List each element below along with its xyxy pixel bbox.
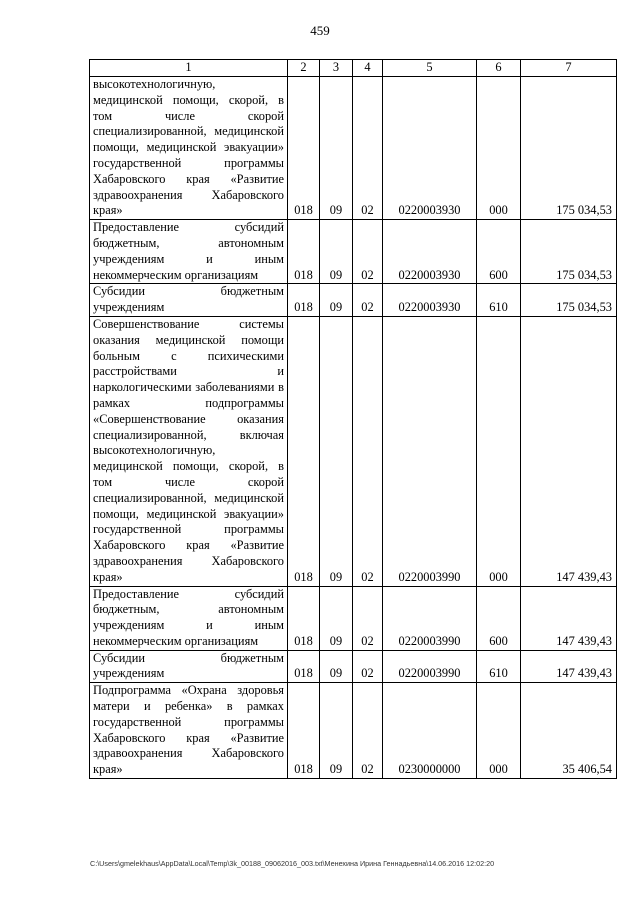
ministry-code-cell: 018 <box>288 683 320 779</box>
column-header: 5 <box>383 60 477 77</box>
table-row <box>90 586 617 650</box>
amount-cell: 175 034,53 <box>521 220 617 284</box>
expense-type-cell: 000 <box>477 316 521 586</box>
amount-cell: 175 034,53 <box>521 77 617 220</box>
expense-type-cell: 600 <box>477 586 521 650</box>
target-article-cell: 0220003930 <box>383 77 477 220</box>
column-header: 2 <box>288 60 320 77</box>
table-row <box>90 220 617 284</box>
table-row <box>90 284 617 317</box>
table-row <box>90 316 617 586</box>
section-code-cell: 09 <box>320 683 353 779</box>
section-code-cell: 09 <box>320 586 353 650</box>
section-code-cell: 09 <box>320 316 353 586</box>
ministry-code-cell: 018 <box>288 316 320 586</box>
expense-type-cell: 610 <box>477 650 521 683</box>
section-code-cell: 09 <box>320 77 353 220</box>
row-name-cell: Совершенствование системы оказания медицинской помощи больным с психическими расстройствами и наркологическими заболеваниями в рамках подпрограммы «Совершенствование оказания специализированной, включая высокотехнологичную, медицинской помощи, скорой, в том числе скорой специализированной, медицинской помощи, медицинской эвакуации» государственной программы Хабаровского края «Развитие здравоохранения Хабаровского края» <box>90 316 288 586</box>
column-header: 4 <box>353 60 383 77</box>
table-row <box>90 650 617 683</box>
budget-table <box>89 59 617 779</box>
table-row <box>90 683 617 779</box>
amount-cell: 147 439,43 <box>521 586 617 650</box>
page-number: 459 <box>310 23 330 38</box>
ministry-code-cell: 018 <box>288 220 320 284</box>
target-article-cell: 0220003990 <box>383 316 477 586</box>
section-code-cell: 09 <box>320 650 353 683</box>
row-name-cell: высокотехнологичную, медицинской помощи, скорой, в том числе скорой специализированной, медицинской помощи, медицинской эвакуации» государственной программы Хабаровского края «Развитие здравоохранения Хабаровского края» <box>90 77 288 220</box>
amount-cell: 147 439,43 <box>521 650 617 683</box>
table-row <box>90 77 617 220</box>
subsection-code-cell: 02 <box>353 284 383 317</box>
table-header-row <box>90 60 617 77</box>
target-article-cell: 0230000000 <box>383 683 477 779</box>
expense-type-cell: 000 <box>477 77 521 220</box>
subsection-code-cell: 02 <box>353 220 383 284</box>
amount-cell: 147 439,43 <box>521 316 617 586</box>
amount-cell: 35 406,54 <box>521 683 617 779</box>
subsection-code-cell: 02 <box>353 586 383 650</box>
subsection-code-cell: 02 <box>353 650 383 683</box>
column-header: 7 <box>521 60 617 77</box>
subsection-code-cell: 02 <box>353 77 383 220</box>
expense-type-cell: 000 <box>477 683 521 779</box>
ministry-code-cell: 018 <box>288 650 320 683</box>
target-article-cell: 0220003930 <box>383 220 477 284</box>
expense-type-cell: 600 <box>477 220 521 284</box>
ministry-code-cell: 018 <box>288 284 320 317</box>
ministry-code-cell: 018 <box>288 77 320 220</box>
file-path-footer: C:\Users\gmelekhaus\AppData\Local\Temp\3k_00188_09062016_003.txt\Менехина Ирина Геннадьевна\14.06.2016 12:02:20 <box>90 859 495 868</box>
target-article-cell: 0220003990 <box>383 650 477 683</box>
row-name-cell: Предоставление субсидий бюджетным, автономным учреждениям и иным некоммерческим организациям <box>90 220 288 284</box>
row-name-cell: Субсидии бюджетным учреждениям <box>90 650 288 683</box>
column-header: 3 <box>320 60 353 77</box>
subsection-code-cell: 02 <box>353 683 383 779</box>
expense-type-cell: 610 <box>477 284 521 317</box>
column-header: 1 <box>90 60 288 77</box>
target-article-cell: 0220003990 <box>383 586 477 650</box>
ministry-code-cell: 018 <box>288 586 320 650</box>
section-code-cell: 09 <box>320 220 353 284</box>
row-name-cell: Подпрограмма «Охрана здоровья матери и ребенка» в рамках государственной программы Хабаровского края «Развитие здравоохранения Хабаровского края» <box>90 683 288 779</box>
amount-cell: 175 034,53 <box>521 284 617 317</box>
target-article-cell: 0220003930 <box>383 284 477 317</box>
subsection-code-cell: 02 <box>353 316 383 586</box>
row-name-cell: Субсидии бюджетным учреждениям <box>90 284 288 317</box>
column-header: 6 <box>477 60 521 77</box>
section-code-cell: 09 <box>320 284 353 317</box>
row-name-cell: Предоставление субсидий бюджетным, автономным учреждениям и иным некоммерческим организациям <box>90 586 288 650</box>
